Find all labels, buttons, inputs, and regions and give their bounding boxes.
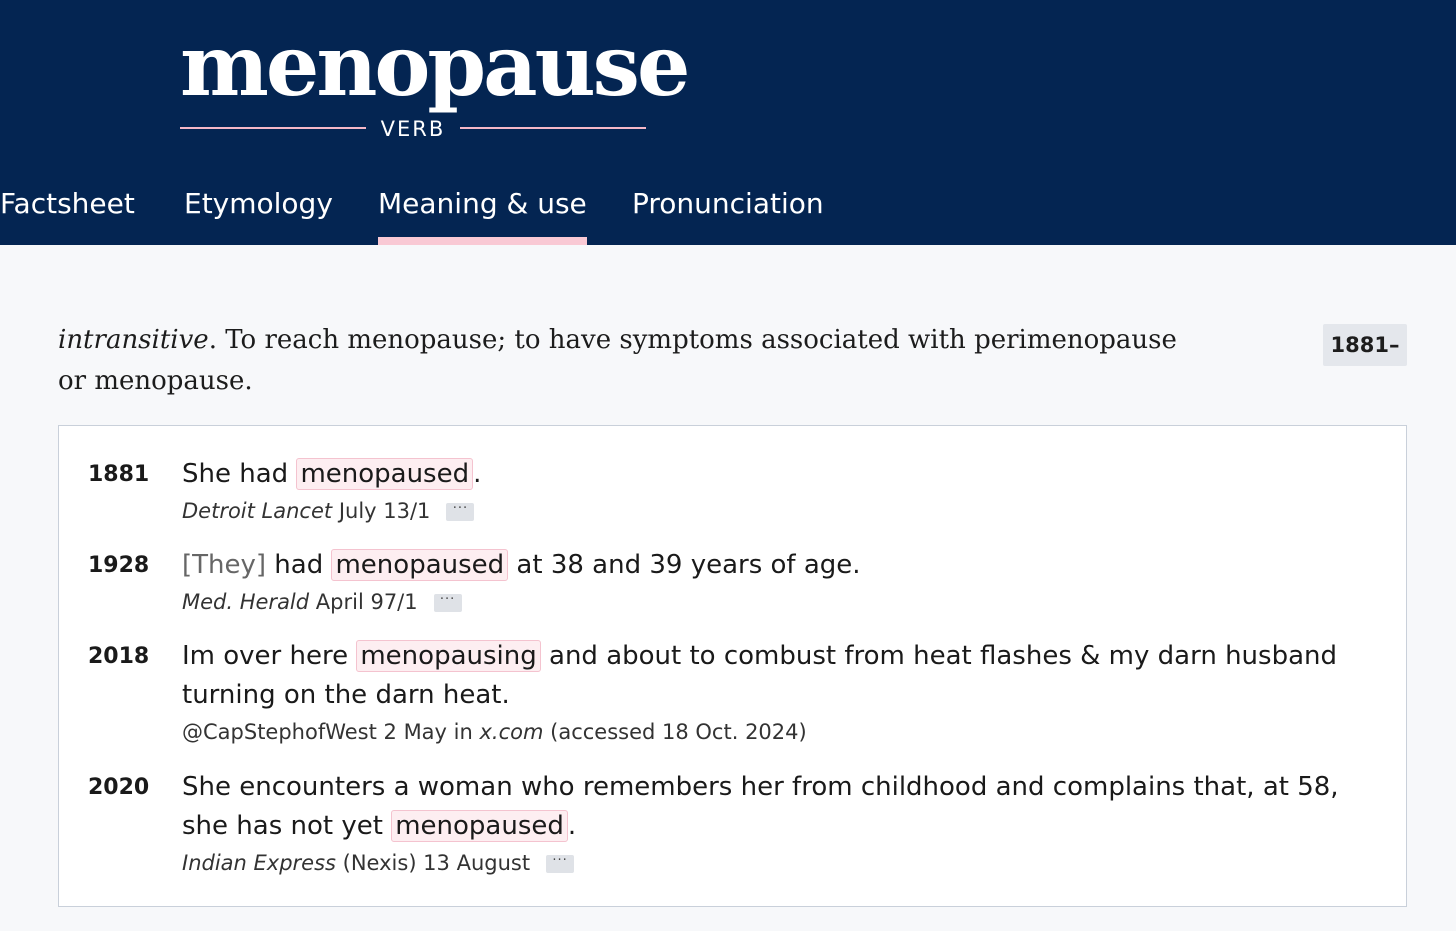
quotation-text: [182, 546, 1372, 585]
quotation-body: [182, 546, 1372, 619]
divider-line-right: [460, 127, 646, 129]
source-details: April 97/1: [309, 590, 418, 614]
part-of-speech-row: [180, 115, 646, 143]
quotation-year: 2018: [88, 644, 150, 669]
source-details: (Nexis) 13 August: [335, 851, 531, 875]
quotation-citation: [182, 846, 1372, 880]
entry-tabs: [0, 180, 1000, 245]
quotation-text-pre: She had: [182, 459, 297, 489]
quotation-panel: [58, 425, 1407, 907]
more-info-button[interactable]: ···: [446, 503, 474, 521]
tab-meaning-and-use[interactable]: Meaning & use: [378, 180, 587, 245]
quotation-text-post: at 38 and 39 years of age.: [508, 550, 861, 580]
more-info-button[interactable]: ···: [546, 855, 574, 873]
quotation-body: [182, 637, 1372, 749]
highlighted-word: menopausing: [356, 640, 540, 672]
quotation-citation: [182, 715, 1372, 749]
highlighted-word: menopaused: [391, 810, 568, 842]
quotation-body: [182, 455, 1372, 528]
tab-etymology[interactable]: Etymology: [184, 187, 333, 220]
quotation-year: 1928: [88, 553, 150, 578]
quotation-text-post: .: [473, 459, 482, 489]
quotation-text-pre: Im over here: [182, 641, 357, 671]
date-range-badge[interactable]: 1881–: [1323, 324, 1407, 366]
part-of-speech-label: VERB: [380, 117, 446, 141]
quotation-text-pre: She encounters a woman who remembers her from childhood and complains that, at 58, she has not yet: [182, 772, 1339, 841]
quotation-year: 1881: [88, 462, 150, 487]
quotation-text: [182, 455, 1372, 494]
definition-text: . To reach menopause; to have symptoms associated with perimenopause or menopause.: [58, 325, 1177, 396]
quotation-body: [182, 768, 1372, 880]
source-title: x.com: [479, 720, 544, 744]
divider-line-left: [180, 127, 366, 129]
quotation-text-post: .: [567, 811, 577, 841]
highlighted-word: menopaused: [296, 458, 473, 490]
tab-factsheet[interactable]: Factsheet: [0, 187, 135, 220]
quotation-text: [182, 768, 1372, 846]
quotation-year: 2020: [88, 775, 150, 800]
headword-title: menopause: [180, 16, 688, 115]
editorial-bracket: [They]: [182, 550, 267, 580]
tab-pronunciation[interactable]: Pronunciation: [632, 187, 824, 220]
highlighted-word: menopaused: [331, 549, 508, 581]
quotation-citation: [182, 585, 1372, 619]
sense-definition: [58, 320, 1198, 402]
quotation-text-post: and about to combust from heat flashes & my darn husband turning on the darn heat.: [182, 641, 1337, 710]
source-title: Detroit Lancet: [182, 499, 333, 523]
source-author: @CapStephofWest 2 May in: [182, 720, 480, 744]
quotation-text: [182, 637, 1372, 715]
source-details: (accessed 18 Oct. 2024): [543, 720, 807, 744]
quotation-text-pre: had: [266, 550, 332, 580]
source-title: Indian Express: [182, 851, 336, 875]
source-title: Med. Herald: [182, 590, 310, 614]
more-info-button[interactable]: ···: [434, 594, 462, 612]
grammar-label: intransitive: [58, 325, 209, 355]
quotation-citation: [182, 494, 1372, 528]
source-details: July 13/1: [332, 499, 431, 523]
page-header: [0, 0, 1456, 245]
